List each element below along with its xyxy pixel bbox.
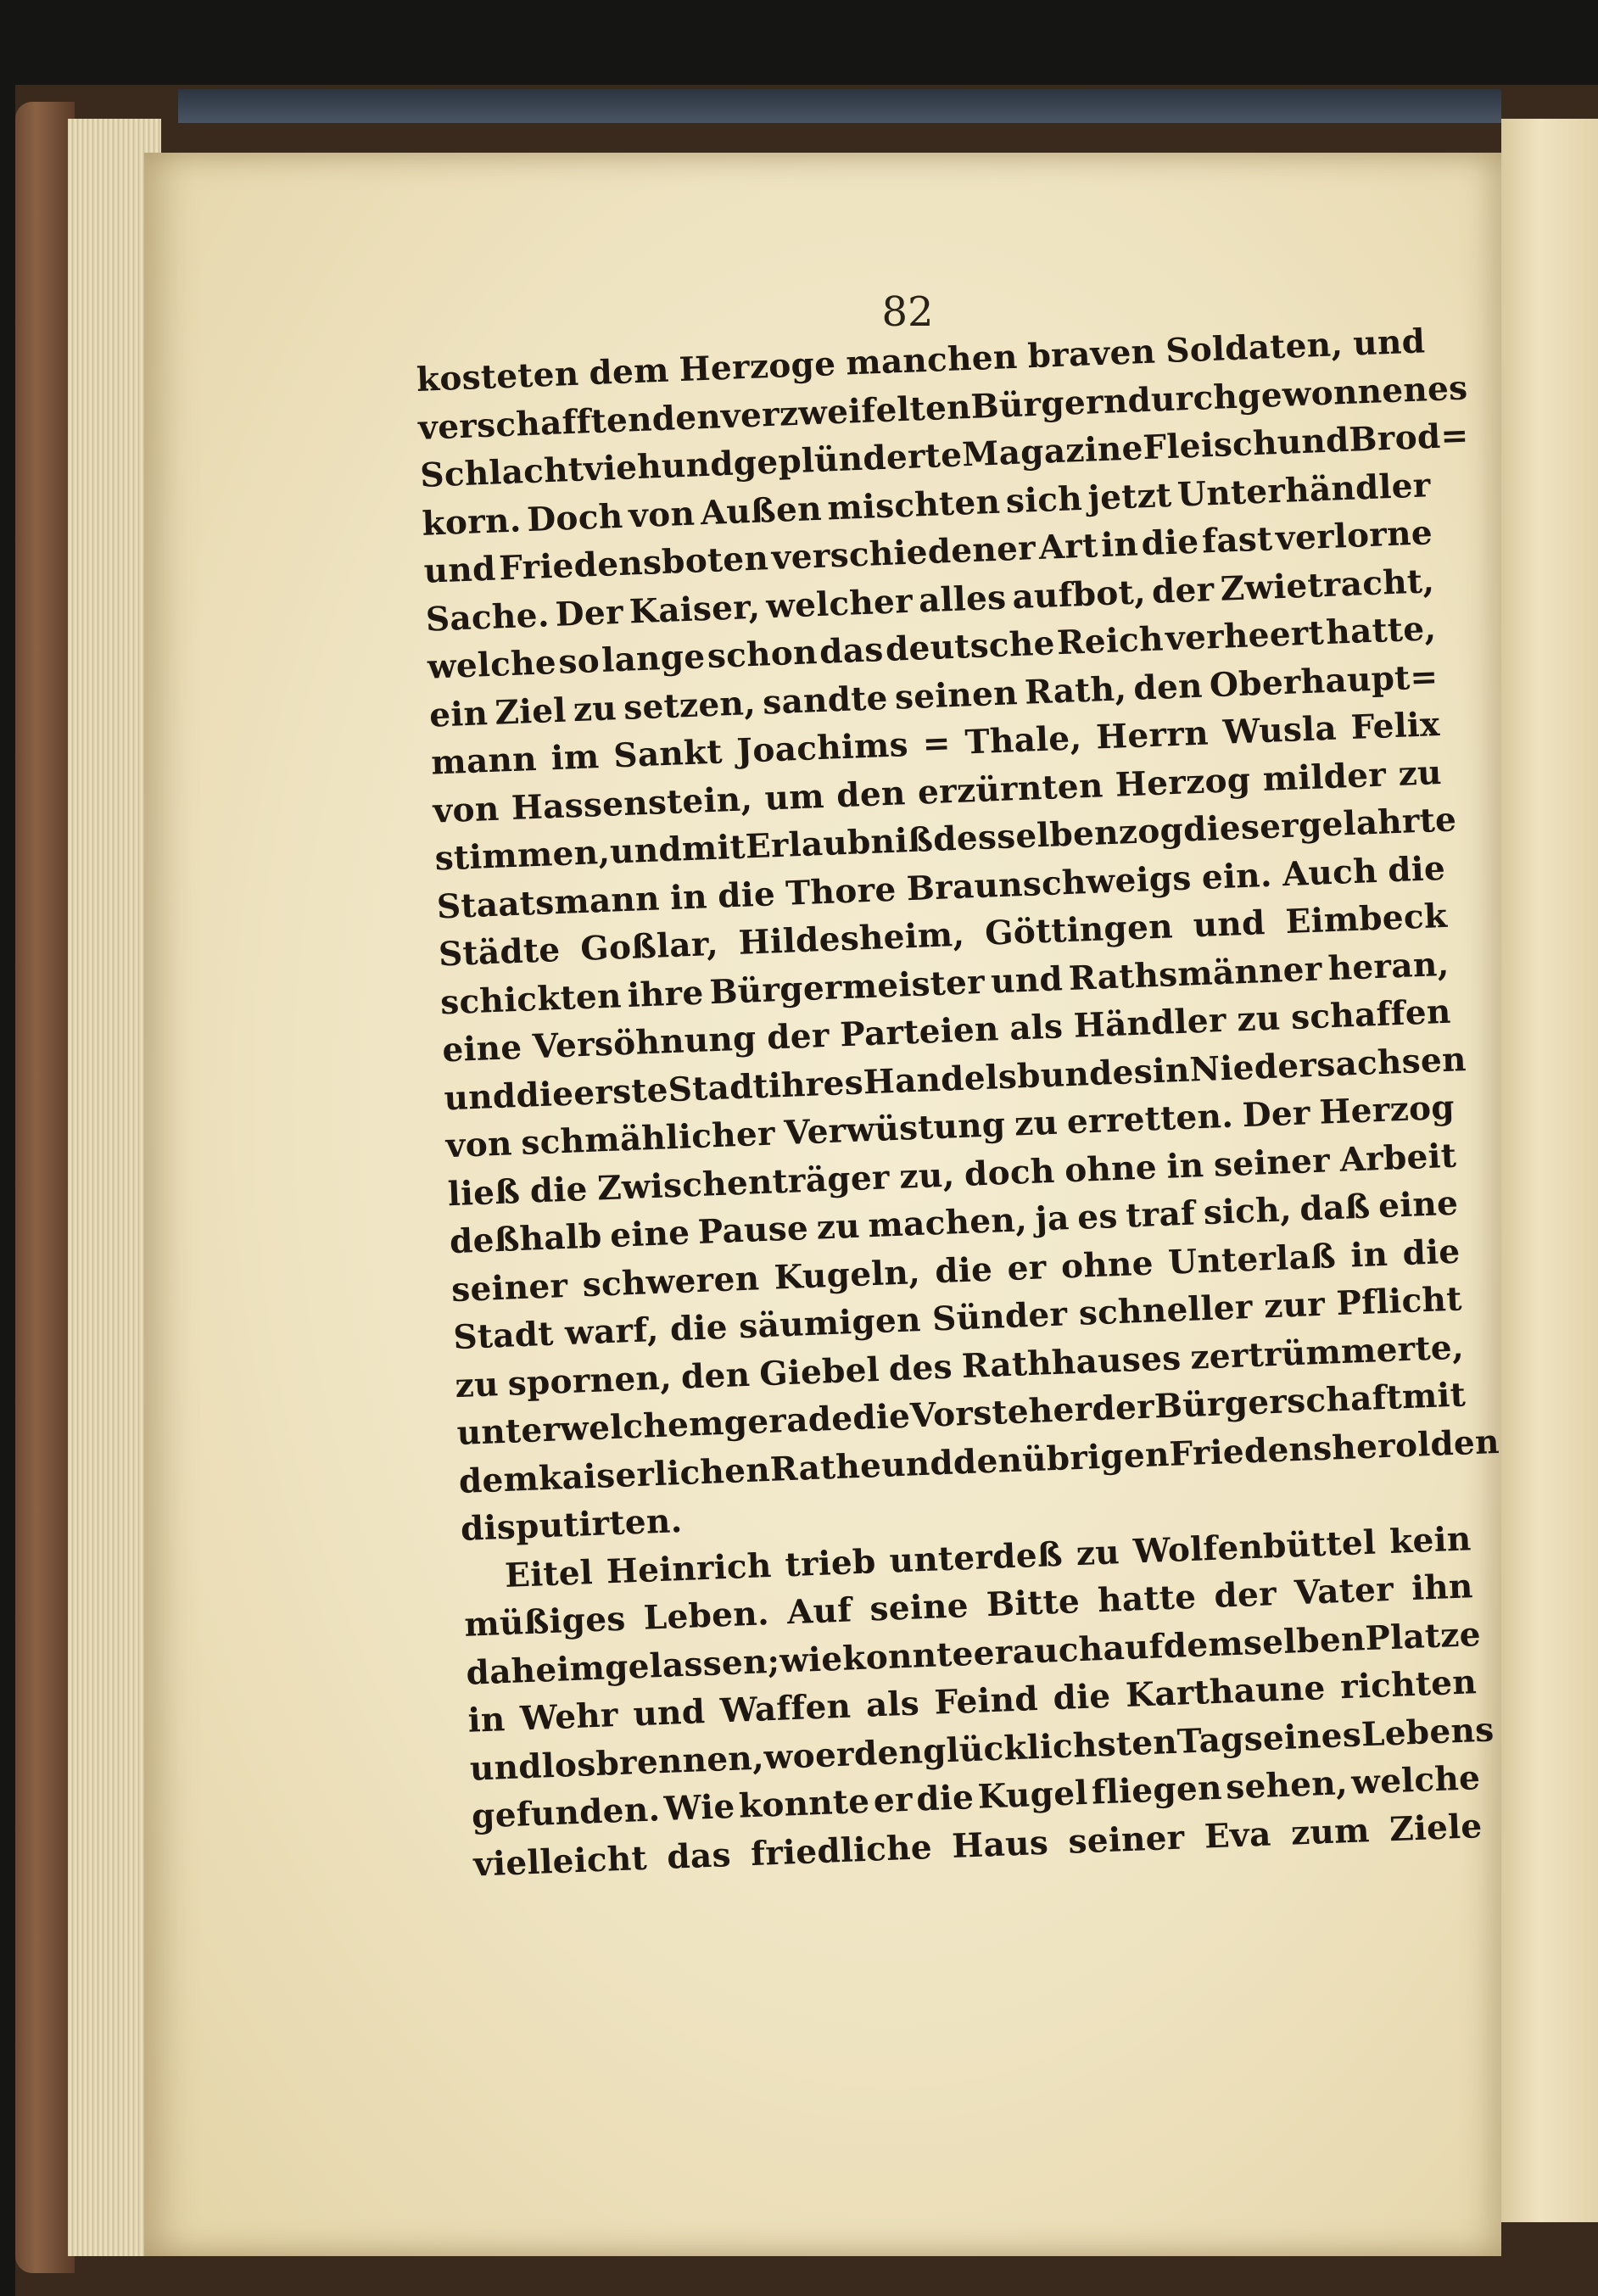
text-line: gefunden. Wie konnte er die Kugel fliegen sehen, welche <box>471 1758 1482 1836</box>
text-line: und losbrennen, wo er den glücklichsten Tag seines Lebens <box>469 1709 1495 1789</box>
text-line: ließ die Zwischenträger zu, doch ohne in seiner Arbeit <box>447 1136 1457 1214</box>
facing-page-edge <box>1501 119 1598 2222</box>
book-cover-strip <box>178 89 1501 123</box>
text-line: Eitel Heinrich trieb unterdeß zu Wolfenbüttel kein <box>504 1518 1472 1595</box>
text-line: schickten ihre Bürgermeister und Rathsmänner heran, <box>439 944 1450 1022</box>
text-line: seiner schweren Kugeln, die er ohne Unterlaß in die <box>450 1232 1461 1310</box>
text-line: kosteten dem Herzoge manchen braven Soldaten, und <box>416 321 1427 399</box>
text-line: disputirten. <box>460 1500 684 1549</box>
text-line: korn. Doch von Außen mischten sich jetzt Unterhändler <box>421 465 1432 544</box>
text-line: in Wehr und Waffen als Feind die Karthaune richten <box>467 1662 1478 1740</box>
text-line: Schlachtvieh und geplünderte Magazine Fleisch und Brod= <box>419 416 1470 495</box>
text-line: müßiges Leben. Auf seine Bitte hatte der Vater ihn <box>463 1567 1474 1645</box>
text-line: Stadt warf, die säumigen Sünder schneller zur Pflicht <box>452 1279 1463 1358</box>
text-line: ein Ziel zu setzen, sandte seinen Rath, den Oberhaupt= <box>428 656 1439 735</box>
text-line: von Hassenstein, um den erzürnten Herzog milder zu <box>432 752 1443 831</box>
text-line: stimmen, und mit Erlaubniß desselben zog dieser gelahrte <box>433 800 1458 879</box>
text-line: daheim gelassen; wie konnte er auch auf demselben Platze <box>465 1614 1482 1693</box>
text-line: Staatsmann in die Thore Braunschweigs ein. Auch die <box>436 848 1446 927</box>
page-number: 82 <box>881 288 934 336</box>
text-line: mann im Sankt Joachims = Thale, Herrn Wusla Felix <box>430 704 1441 783</box>
text-line: Städte Goßlar, Hildesheim, Göttingen und Eimbeck <box>438 896 1449 975</box>
text-line: vielleicht das friedliche Haus seiner Eva zum Ziele <box>472 1806 1483 1885</box>
text-line: unter welchem gerade die Vorsteher der Bürgerschaft mit <box>455 1375 1467 1454</box>
text-line: eine Versöhnung der Parteien als Händler zu schaffen <box>441 992 1452 1070</box>
text-line: verschafften den verzweifelten Bürgern durch gewonnenes <box>417 367 1469 448</box>
text-line: und die erste Stadt ihres Handelsbundes in Niedersachsen <box>443 1039 1467 1118</box>
text-line: dem kaiserlichen Rathe und den übrigen Friedensherolden <box>458 1422 1500 1501</box>
text-line: von schmählicher Verwüstung zu erretten. Der Herzog <box>444 1087 1456 1166</box>
text-line: deßhalb eine Pause zu machen, ja es traf sich, daß eine <box>449 1183 1459 1262</box>
page-text <box>416 317 1500 1888</box>
text-line: zu spornen, den Giebel des Rathhauses zertrümmerte, <box>454 1327 1465 1405</box>
book-spine-edge <box>15 102 75 2273</box>
text-line: welche so lange schon das deutsche Reich verheert hatte, <box>427 609 1438 687</box>
text-line: Sache. Der Kaiser, welcher alles aufbot, der Zwietracht, <box>425 561 1435 640</box>
text-line: und Friedensboten verschiedener Art in die fast verlorne <box>422 513 1433 591</box>
